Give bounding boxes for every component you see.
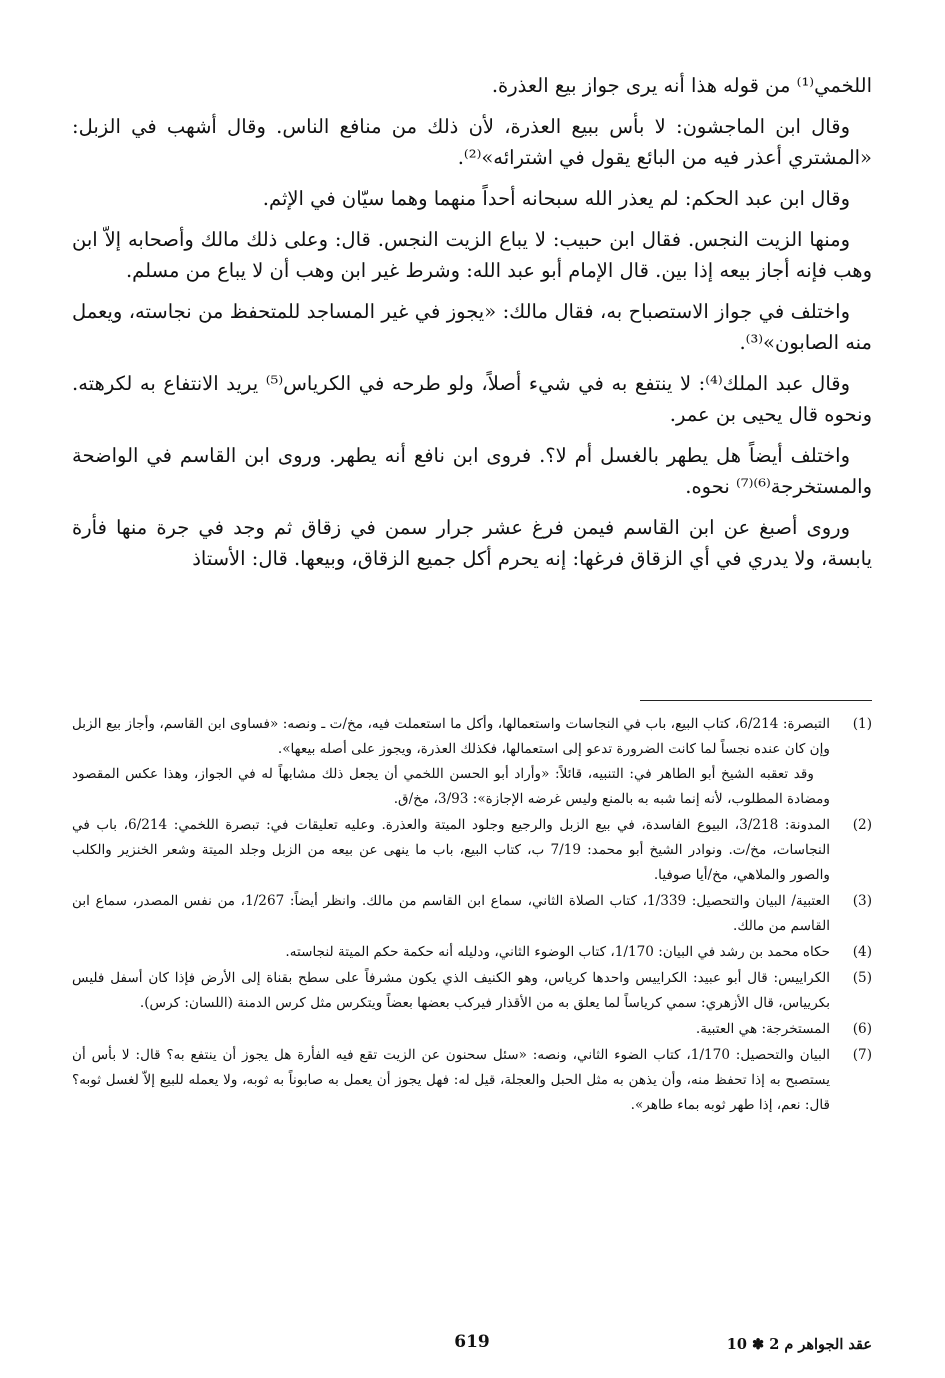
footnote [72,813,872,888]
footnote-text: المدونة: 3/218، البيوع الفاسدة، في بيع الزبل والرجيع وجلود الميتة والعذرة. وعليه تعليقات في: تبصرة اللخمي: 6/214، باب في النجاسات، مخ/ت. ونوادر الشيخ أبو محمد: 7/19 ب، كتاب البيع، باب ما ينهى عن بيعه من الزبل وجلد الميتة وشعر الخنزير والكلب والصور والملاهي، مخ/أيا صوفيا. [72,817,830,883]
footnote [72,966,872,1016]
paragraph: وقال ابن الماجشون: لا بأس ببيع العذرة، لأن ذلك من منافع الناس. وقال أشهب في الزبل: «المشتري أعذر فيه من البائع يقول في اشترائه»⁽²⁾. [72,115,872,169]
footnote-text: العتبية/ البيان والتحصيل: 1/339، كتاب الصلاة الثاني، سماع ابن القاسم من مالك. وانظر أيضاً: 1/267، من نفس المصدر، سماع ابن القاسم من مالك. [72,893,830,934]
page-footer [72,1332,872,1362]
footnote-number: (6) [852,1021,872,1037]
page-number: 619 [454,1332,490,1352]
main-text [72,70,872,574]
footnote [72,712,872,812]
footnote-separator [640,700,872,701]
paragraph: ومنها الزيت النجس. فقال ابن حبيب: لا يباع الزيت النجس. قال: وعلى ذلك مالك وأصحابه إلاّ ابن وهب فإنه أجاز بيعه إذا بين. قال الإمام أبو عبد الله: وشرط غير ابن وهب أن لا يباع من مسلم. [72,228,872,282]
footnote-text: وقد تعقبه الشيخ أبو الطاهر في: التنبيه، قائلاً: «وأراد أبو الحسن اللخمي أن يجعل ذلك مشابهاً له في الجواز، وهذا عكس المقصود ومضادة المطلوب، لأنه إنما شبه به بالمنع وليس غرضه الإجازة»: 3/93، مخ/ق. [72,766,830,807]
paragraph: واختلف في جواز الاستصباح به، فقال مالك: «يجوز في غير المساجد للمتحفظ من نجاسته، ويعمل منه الصابون»⁽³⁾. [72,300,872,354]
footnote-number: (3) [852,893,872,909]
paragraph: اللخمي⁽¹⁾ من قوله هذا أنه يرى جواز بيع العذرة. [491,74,872,97]
footnotes [72,712,872,1119]
footnote [72,1043,872,1118]
page [72,70,872,1360]
footnote-text: الكراييس: قال أبو عبيد: الكراييس واحدها كرياس، وهو الكنيف الذي يكون مشرفاً على سطح بقناة إلى الأرض فإذا كان أسفل فليس بكريياس، قال الأزهري: سمي كرياساً لما يعلق به من الأقذار فيركب بعضها بعضاً ويتكرس مثل كرس الدمنة (اللسان: كرس). [72,970,830,1011]
footnote-number: (2) [852,817,872,833]
footnote-number: (7) [852,1047,872,1063]
footnote-number: (5) [852,970,872,986]
footnote-text: حكاه محمد بن رشد في البيان: 1/170، كتاب الوضوء الثاني، ودليله أنه حكمة حكم الميتة لنجاسته. [285,944,830,960]
footnote-number: (1) [852,716,872,732]
running-head: عقد الجواهر م 2 ✽ 10 [726,1336,872,1353]
footnote [72,940,872,965]
footnote-number: (4) [852,944,872,960]
footnote-text: المستخرجة: هي العتبية. [695,1021,830,1037]
paragraph: وقال ابن عبد الحكم: لم يعذر الله سبحانه أحداً منهما وهما سيّان في الإثم. [262,187,850,210]
footnote-text: البيان والتحصيل: 1/170، كتاب الضوء الثاني، ونصه: «سئل سحنون عن الزيت تقع فيه الفأرة هل يجوز أن ينتفع به؟ قال: لا بأس أن يستصبح به إذا تحفظ منه، وأن يذهن به مثل الحبل والعجلة، قيل له: فهل يجوز أن يعمل به صابوناً به ثوبه، ولا يعمله للبيع إلاّ لغسل ثوبه؟ قال: نعم، إذا طهر ثوبه بماء طاهر». [72,1047,830,1113]
footnote-text: التبصرة: 6/214، كتاب البيع، باب في النجاسات واستعمالها، وأكل ما استعملت فيه، مخ/ت ـ ونصه: «فساوى ابن القاسم، وأجاز بيع الزبل وإن كان عنده نجساً لما كانت الضرورة تدعو إلى استعمالها، فكذلك العذرة، ويجوز على أصله بيعها». [72,716,830,757]
paragraph: واختلف أيضاً هل يطهر بالغسل أم لا؟. فروى ابن نافع أنه يطهر. وروى ابن القاسم في الواضحة والمستخرجة⁽⁶⁾⁽⁷⁾ نحوه. [72,444,872,498]
footnote [72,1017,872,1042]
paragraph: وقال عبد الملك⁽⁴⁾: لا ينتفع به في شيء أصلاً، ولو طرحه في الكرياس⁽⁵⁾ يريد الانتفاع به لكرهته. ونحوه قال يحيى بن عمر. [72,372,872,426]
paragraph: وروى أصبغ عن ابن القاسم فيمن فرغ عشر جرار سمن في زقاق ثم وجد في جرة منها فأرة يابسة، ولا يدري في أي الزقاق فرغها: إنه يحرم أكل جميع الزقاق، وبيعها. قال: الأستاذ [72,516,872,570]
footnote [72,889,872,939]
